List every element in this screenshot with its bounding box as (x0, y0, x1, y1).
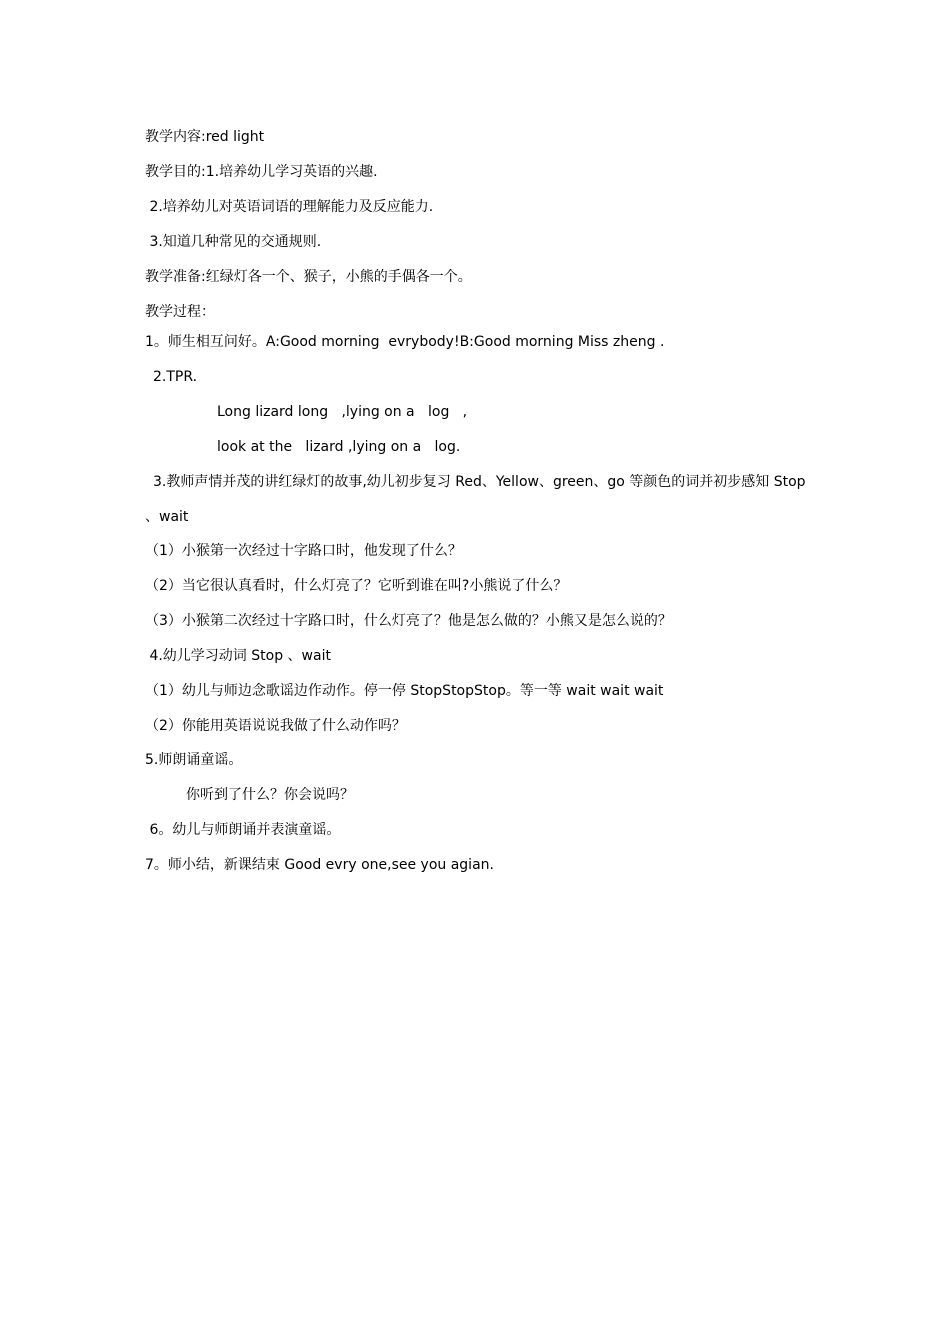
process-step-2: 2.TPR. (153, 369, 198, 385)
question-1: （1）小猴第一次经过十字路口时，他发现了什么？ (145, 543, 462, 559)
teaching-process-heading: 教学过程： (145, 304, 215, 320)
step-4-item-1: （1）幼儿与师边念歌谣边作动作。停一停 StopStopStop。等一等 wait wait wait (145, 683, 664, 699)
process-step-7: 7。师小结，新课结束 Good evry one,see you agian. (145, 857, 494, 873)
process-step-1: 1。师生相互问好。A:Good morning evrybody!B:Good morning Miss zheng . (145, 334, 665, 350)
process-step-4: 4.幼儿学习动词 Stop 、wait (145, 648, 331, 664)
chant-line-1: Long lizard long ,lying on a log , (217, 404, 468, 420)
objective-item-3: 3.知道几种常见的交通规则. (145, 234, 322, 250)
process-step-3-continued: 、wait (145, 509, 189, 525)
chant-line-2: look at the lizard ,lying on a log. (217, 439, 461, 455)
step-4-item-2: （2）你能用英语说说我做了什么动作吗？ (145, 718, 406, 734)
teaching-content-line: 教学内容:red light (145, 129, 265, 145)
question-3: （3）小猴第二次经过十字路口时，什么灯亮了？他是怎么做的？小熊又是怎么说的？ (145, 613, 672, 629)
teaching-preparation-line: 教学准备:红绿灯各一个、猴子，小熊的手偶各一个。 (145, 269, 472, 285)
objective-item-2: 2.培养幼儿对英语词语的理解能力及反应能力. (145, 199, 434, 215)
step-5-question: 你听到了什么？你会说吗？ (186, 787, 354, 803)
question-2: （2）当它很认真看时，什么灯亮了？它听到谁在叫?小熊说了什么？ (145, 578, 568, 594)
teaching-objective-line: 教学目的:1.培养幼儿学习英语的兴趣. (145, 164, 378, 180)
process-step-3: 3.教师声情并茂的讲红绿灯的故事,幼儿初步复习 Red、Yellow、green、go 等颜色的词并初步感知 Stop (153, 474, 806, 490)
process-step-5: 5.师朗诵童谣。 (145, 752, 243, 768)
process-step-6: 6。幼儿与师朗诵并表演童谣。 (145, 822, 341, 838)
